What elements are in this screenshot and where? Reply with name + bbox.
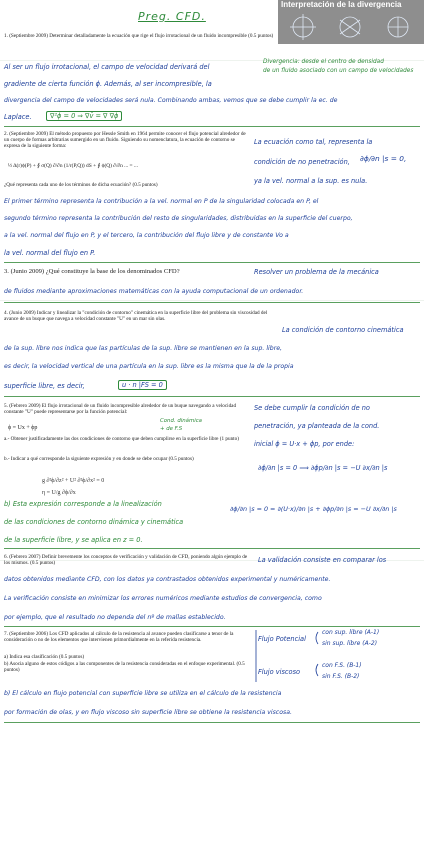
divider	[4, 548, 420, 549]
item-b: b.- Indicar a qué corresponde la siguiente expresión y en donde se debe ocupar (0.5 puntos)	[4, 456, 194, 462]
q7-answer-line: b) El cálculo en flujo potencial con superficie libre se utiliza en el cálculo de la resistencia	[4, 690, 282, 697]
q5-right-line: penetración, ya planteada de la cond.	[254, 422, 380, 430]
q6-answer-line: datos obtenidos mediante CFD, con los datos ya contrastados obtenidos experimental y numéricamente.	[4, 576, 331, 583]
q1-answer-line: divergencia del campo de velocidades será nula. Combinando ambas, vemos que se debe cumplir la ec. de	[4, 97, 338, 104]
q7-answer-line: por formación de olas, y en flujo viscoso sin superficie libre se obtiene la resistencia viscosa.	[4, 709, 292, 716]
annotation-line: + de F.S	[160, 426, 183, 432]
question-4: 4. (Junio 2009) Indicar y linealizar la "condición de contorno" cinemática en la superficie libre del problema sin viscosidad del avance de un buque que navega a velocidad constante "U" en un mar sin olas.	[4, 310, 268, 322]
question-6: 6. (Febrero 2007) Definir brevemente los conceptos de verificación y validación de CFD, poniendo algún ejemplo de los mismos. (0.5 puntos)	[4, 554, 248, 566]
laplace-equation: ∇²ϕ = 0 ⇒ ∇v̄ = ∇ ∇ϕ	[46, 111, 122, 121]
q4-answer-line: es decir, la velocidad vertical de una partícula en la sup. libre es la misma que la de la propia	[4, 363, 294, 370]
photo-caption: Interpretación de la divergencia	[281, 0, 402, 9]
q2-right-line: La ecuación como tal, representa la	[254, 138, 373, 146]
q3-answer-line: Resolver un problema de la mecánica	[254, 268, 379, 276]
q3-answer-line: de fluidos mediante aproximaciones matemáticas con la ayuda computacional de un ordenador.	[4, 288, 304, 295]
q4-answer-line: de la sup. libre nos indica que las partículas de la sup. libre se mantienen en la sup. libre,	[4, 345, 283, 352]
divider	[4, 722, 420, 723]
smith-formula: ½ Δ(r)ϕ(P) + ∮ σ(Q) ∂/∂n (1/r(P,Q)) dS + ∮ ϕ(Q) ∂/∂n ... = ...	[8, 163, 138, 169]
q6-answer-line: por ejemplo, que el resultado no dependa del nº de mallas establecido.	[4, 614, 226, 621]
item-a: a.- Obtener justificadamente las dos condiciones de contorno que deben cumplirse en la superficie libre (1 punto)	[4, 436, 239, 442]
tree-node: Flujo Potencial	[258, 635, 306, 643]
kinematic-condition-box: u · n |FS = 0	[118, 380, 167, 390]
divider	[4, 626, 420, 627]
question-2-sub: ¿Qué representa cada uno de los términos de dicha ecuación? (0.5 puntos)	[4, 182, 158, 188]
question-1: 1. (Septiembre 2009) Determinar detalladamente la ecuación que rige el flujo irrotacional de un fluido incompresible (0.5 puntos)	[4, 33, 274, 39]
tree-leaf: con F.S. (B-1)	[322, 662, 362, 669]
page-title: Preg. CFD.	[138, 10, 206, 23]
svg-text:g ∂²ϕ/∂z² + U² ∂²ϕ/∂x² = 0: g ∂²ϕ/∂z² + U² ∂²ϕ/∂x² = 0	[42, 478, 105, 484]
q1-answer-line: Laplace.	[4, 113, 32, 121]
q2-answer-line: la vel. normal del flujo en P.	[4, 249, 96, 257]
q4-answer-line: superficie libre, es decir,	[4, 382, 85, 390]
item-b: b) Asocia alguno de estos códigos a las componentes de la resistencia consideradas en el enfoque experimental. (0.5 puntos)	[4, 661, 245, 673]
q5-answer-line: de las condiciones de contorno dinámica y cinemática	[4, 518, 184, 526]
divider	[4, 302, 420, 303]
divergence-photo	[278, 0, 424, 44]
q2-answer-line: a la vel. normal del flujo en P, y el tercero, la contribución del flujo libre y de constante Vo a	[4, 232, 289, 239]
tree-node: Flujo viscoso	[258, 668, 301, 676]
side-note-2: de un fluido asociado con un campo de velocidades	[263, 68, 414, 74]
q5-right-line: Se debe cumplir la condición de no	[254, 404, 370, 412]
q5-right-line: inicial ϕ = U·x + ϕp, por ende:	[254, 440, 355, 448]
side-note-1: Divergencia: desde el centro de densidad	[263, 59, 384, 65]
question-3: 3. (Junio 2009) ¿Qué constituye la base de los denominados CFD?	[4, 268, 180, 275]
divider	[4, 262, 420, 263]
question-2: 2. (Septiembre 2009) El método propuesto por Hessle Smith en 1964 permite conocer el flujo potencial alrededor de un cuerpo de formas arbitrarias sumergido en un fluido. Siguiendo su nomenclatura, la ecuación de contorno se expresa de la siguiente forma:	[4, 131, 246, 149]
q1-answer-line: gradiente de cierta función ϕ. Además, al ser incompresible, la	[4, 80, 212, 88]
tree-leaf: sin sup. libre (A-2)	[322, 640, 378, 647]
q5-equation-2: ∂ϕ/∂n |s = 0 = ∂(U·x)/∂n |s + ∂ϕp/∂n |s = −U ∂x/∂n |s	[230, 505, 397, 513]
q4-right-line: La condición de contorno cinemática	[282, 326, 404, 334]
q2-right-line: condición de no penetración,	[254, 158, 350, 166]
q2-right-line: ya la vel. normal a la sup. es nula.	[254, 177, 368, 185]
question-5: 5. (Febrero 2009) El flujo irrotacional de un fluido incompresible alrededor de un buque navegando a velocidad constante "U" puede representarse por la función potencial:	[4, 403, 237, 415]
expression-image	[40, 470, 170, 500]
divider	[4, 396, 420, 397]
grid-line	[0, 300, 424, 301]
potential-formula: ϕ = Ux + ϕp	[8, 425, 38, 431]
tree-leaf: sin F.S. (B-2)	[322, 673, 360, 680]
q1-answer-line: Al ser un flujo irrotacional, el campo de velocidad derivará del	[4, 63, 210, 71]
q5-answer-line: de la superficie libre, y se aplica en z = 0.	[4, 536, 143, 544]
q6-answer-line: La verificación consiste en minimizar los errores numéricos mediante estudios de convergencia, como	[4, 595, 322, 602]
no-penetration-fraction: ∂ϕ/∂n |s = 0,	[360, 154, 407, 163]
divergence-diagram-icon	[278, 10, 424, 44]
divider	[4, 126, 420, 127]
item-a: a) Indica esa clasificación (0.5 puntos)	[4, 654, 85, 660]
q5-equation: ∂ϕ/∂n |s = 0 ⟹ ∂ϕp/∂n |s = −U ∂x/∂n |s	[258, 464, 388, 472]
tree-leaf: con sup. libre (A-1)	[322, 629, 380, 636]
annotation-line: Cond. dinámica	[160, 418, 202, 424]
question-7: 7. (Septiembre 2006) Los CFD aplicados al cálculo de la resistencia al avance pueden clasificarse a tenor de la consideración o no de los elementos que intervienen primordialmente en la referida resistencia.	[4, 631, 234, 643]
svg-text:η = U/g ∂ϕ/∂x: η = U/g ∂ϕ/∂x	[42, 490, 76, 496]
q6-right-line: La validación consiste en comparar los	[258, 556, 387, 564]
q2-answer-line: El primer término representa la contribución a la vel. normal en P de la singularidad colocada en P, el	[4, 198, 319, 205]
q5-answer-line: b) Esta expresión corresponde a la linealización	[4, 500, 162, 508]
q2-answer-line: segundo término representa la contribución del resto de singularidades, distribuidas en la superficie del cuerpo,	[4, 215, 353, 222]
